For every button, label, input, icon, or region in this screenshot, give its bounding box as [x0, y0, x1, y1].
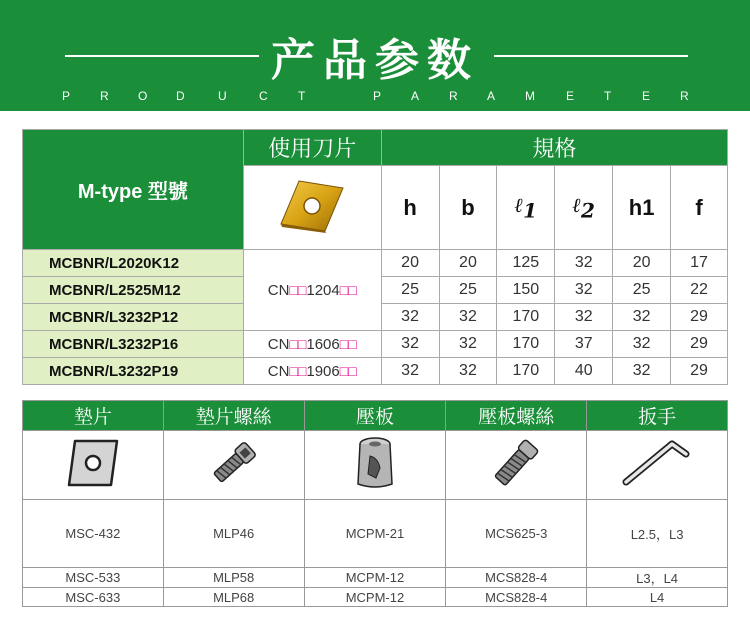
value-cell: 32	[439, 304, 497, 331]
value-cell: 32	[613, 304, 671, 331]
shim-screw-image-cell	[163, 431, 304, 500]
subtitle-letter: R	[680, 89, 689, 103]
col-l1: ℓ$_1$	[497, 166, 555, 250]
subtitle-letter: C	[259, 89, 268, 103]
col-h: h	[381, 166, 439, 250]
insert-code-1204: CN□□1204□□	[243, 250, 381, 331]
shim-screw-cell: MLP58	[163, 568, 304, 588]
value-cell: 150	[497, 277, 555, 304]
insert-icon	[277, 178, 347, 234]
value-cell: 32	[613, 331, 671, 358]
value-cell: 20	[439, 250, 497, 277]
subtitle-letter: R	[449, 89, 458, 103]
value-cell: 125	[497, 250, 555, 277]
wrench-cell: L4	[587, 588, 728, 607]
table-row	[23, 358, 728, 385]
value-cell: 32	[439, 331, 497, 358]
clamp-icon	[350, 434, 400, 492]
clamp-screw-icon	[486, 435, 546, 491]
header-shim-screw: 墊片螺絲	[163, 401, 304, 431]
header-wrench: 扳手	[587, 401, 728, 431]
subtitle-letter: O	[138, 89, 148, 103]
subtitle-letter: T	[298, 89, 306, 103]
clamp-cell: MCPM-12	[304, 588, 446, 607]
value-cell: 170	[497, 304, 555, 331]
clamp-screw-cell: MCS625-3	[446, 500, 587, 568]
value-cell: 29	[671, 358, 728, 385]
value-cell: 170	[497, 331, 555, 358]
model-cell: MCBNR/L2525M12	[23, 277, 244, 304]
subtitle-letter: U	[218, 89, 227, 103]
clamp-screw-image-cell	[446, 431, 587, 500]
clamp-cell: MCPM-21	[304, 500, 446, 568]
shim-icon	[65, 437, 121, 489]
clamp-cell: MCPM-12	[304, 568, 446, 588]
page-subtitle	[0, 89, 750, 105]
subtitle-letter: E	[642, 89, 651, 103]
value-cell: 32	[439, 358, 497, 385]
shim-cell: MSC-633	[23, 588, 164, 607]
header-clamp: 壓板	[304, 401, 446, 431]
value-cell: 25	[381, 277, 439, 304]
value-cell: 29	[671, 331, 728, 358]
shim-screw-icon	[204, 435, 264, 491]
model-cell: MCBNR/L3232P12	[23, 304, 244, 331]
subtitle-letter: P	[373, 89, 382, 103]
subtitle-letter: P	[62, 89, 71, 103]
header-shim: 墊片	[23, 401, 164, 431]
table-row	[23, 331, 728, 358]
page-title: 产品参数	[271, 35, 479, 86]
subtitle-letter: M	[525, 89, 535, 103]
value-cell: 20	[381, 250, 439, 277]
value-cell: 17	[671, 250, 728, 277]
wrench-image-cell	[587, 431, 728, 500]
model-cell: MCBNR/L3232P19	[23, 358, 244, 385]
table-row	[23, 250, 728, 277]
spec-header: 規格	[381, 130, 727, 166]
value-cell: 32	[613, 358, 671, 385]
value-cell: 32	[555, 250, 613, 277]
col-l2: ℓ$_2$	[555, 166, 613, 250]
col-f: f	[671, 166, 728, 250]
subtitle-letter: A	[487, 89, 496, 103]
insert-code-1606: CN□□1606□□	[243, 331, 381, 358]
model-cell: MCBNR/L3232P16	[23, 331, 244, 358]
clamp-screw-cell: MCS828-4	[446, 568, 587, 588]
shim-image-cell	[23, 431, 164, 500]
table-row	[23, 588, 728, 607]
hex-wrench-icon	[622, 438, 692, 488]
model-header: M-type 型號	[23, 130, 244, 250]
subtitle-letter: E	[566, 89, 575, 103]
value-cell: 25	[613, 277, 671, 304]
header-clamp-screw: 壓板螺絲	[446, 401, 587, 431]
wrench-cell: L3，L4	[587, 568, 728, 588]
model-cell: MCBNR/L2020K12	[23, 250, 244, 277]
value-cell: 22	[671, 277, 728, 304]
insert-header: 使用刀片	[243, 130, 381, 166]
parts-table	[22, 400, 728, 607]
value-cell: 32	[555, 277, 613, 304]
value-cell: 40	[555, 358, 613, 385]
value-cell: 32	[381, 358, 439, 385]
header-banner	[0, 0, 750, 111]
value-cell: 170	[497, 358, 555, 385]
value-cell: 25	[439, 277, 497, 304]
title-rule-right	[494, 55, 688, 57]
col-b: b	[439, 166, 497, 250]
shim-cell: MSC-432	[23, 500, 164, 568]
subtitle-letter: T	[604, 89, 612, 103]
value-cell: 20	[613, 250, 671, 277]
value-cell: 32	[381, 331, 439, 358]
wrench-cell: L2.5，L3	[587, 500, 728, 568]
insert-image-cell	[243, 166, 381, 250]
insert-code-1906: CN□□1906□□	[243, 358, 381, 385]
shim-cell: MSC-533	[23, 568, 164, 588]
subtitle-letter: A	[411, 89, 420, 103]
value-cell: 32	[555, 304, 613, 331]
table-row	[23, 500, 728, 568]
table-row	[23, 568, 728, 588]
spec-table	[22, 129, 728, 385]
subtitle-letter: D	[176, 89, 185, 103]
col-h1: h1	[613, 166, 671, 250]
clamp-image-cell	[304, 431, 446, 500]
value-cell: 29	[671, 304, 728, 331]
shim-screw-cell: MLP46	[163, 500, 304, 568]
value-cell: 37	[555, 331, 613, 358]
clamp-screw-cell: MCS828-4	[446, 588, 587, 607]
value-cell: 32	[381, 304, 439, 331]
shim-screw-cell: MLP68	[163, 588, 304, 607]
subtitle-letter: R	[100, 89, 109, 103]
